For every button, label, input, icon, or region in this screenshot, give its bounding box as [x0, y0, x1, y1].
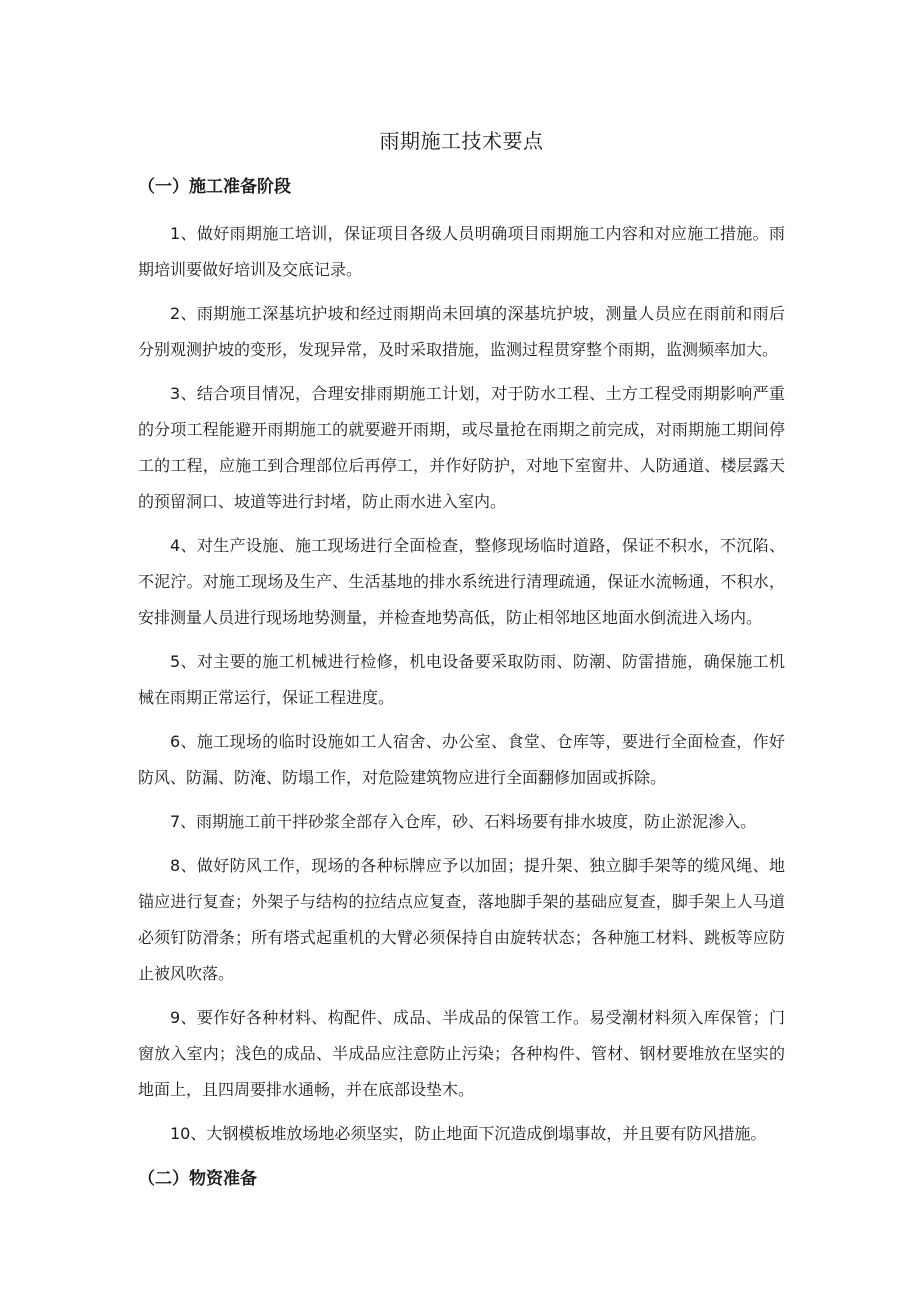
paragraph-item-2: 2、雨期施工深基坑护坡和经过雨期尚未回填的深基坑护坡，测量人员应在雨前和雨后分别观测护坡的变形，发现异常，及时采取措施，监测过程贯穿整个雨期，监测频率加大。 — [138, 304, 785, 359]
paragraph-item-8: 8、做好防风工作，现场的各种标牌应予以加固；提升架、独立脚手架等的缆风绳、地锚应进行复查；外架子与结构的拉结点应复查，落地脚手架的基础应复查，脚手架上人马道必须钉防滑条；所有塔式起重机的大臂必须保持自由旋转状态；各种施工材料、跳板等应防止被风吹落。 — [138, 856, 785, 983]
paragraph-item-5: 5、对主要的施工机械进行检修，机电设备要采取防雨、防潮、防雷措施，确保施工机械在雨期正常运行，保证工程进度。 — [138, 652, 785, 707]
section-heading-preparation: （一）施工准备阶段 — [138, 177, 291, 197]
paragraph-item-10: 10、大钢模板堆放场地必须坚实，防止地面下沉造成倒塌事故，并且要有防风措施。 — [170, 1124, 767, 1143]
paragraph-item-1: 1、做好雨期施工培训，保证项目各级人员明确项目雨期施工内容和对应施工措施。雨期培训要做好培训及交底记录。 — [138, 224, 785, 279]
paragraph-item-6: 6、施工现场的临时设施如工人宿舍、办公室、食堂、仓库等，要进行全面检查，作好防风、防漏、防淹、防塌工作，对危险建筑物应进行全面翻修加固或拆除。 — [138, 732, 785, 787]
paragraph-item-7: 7、雨期施工前干拌砂浆全部存入仓库，砂、石料场要有排水坡度，防止淤泥渗入。 — [170, 812, 757, 831]
section-heading-materials: （二）物资准备 — [138, 1169, 257, 1189]
paragraph-item-3: 3、结合项目情况，合理安排雨期施工计划，对于防水工程、土方工程受雨期影响严重的分项工程能避开雨期施工的就要避开雨期，或尽量抢在雨期之前完成，对雨期施工期间停工的工程，应施工到合理部位后再停工，并作好防护，对地下室窗井、人防通道、楼层露天的预留洞口、坡道等进行封堵，防止雨水进入室内。 — [138, 384, 785, 511]
document-title: 雨期施工技术要点 — [379, 129, 544, 153]
paragraph-item-4: 4、对生产设施、施工现场进行全面检查，整修现场临时道路，保证不积水，不沉陷、不泥泞。对施工现场及生产、生活基地的排水系统进行清理疏通，保证水流畅通，不积水，安排测量人员进行现场地势测量，并检查地势高低，防止相邻地区地面水倒流进入场内。 — [138, 536, 785, 627]
paragraph-item-9: 9、要作好各种材料、构配件、成品、半成品的保管工作。易受潮材料须入库保管；门窗放入室内；浅色的成品、半成品应注意防止污染；各种构件、管材、钢材要堆放在坚实的地面上，且四周要排水通畅，并在底部设垫木。 — [138, 1008, 785, 1099]
